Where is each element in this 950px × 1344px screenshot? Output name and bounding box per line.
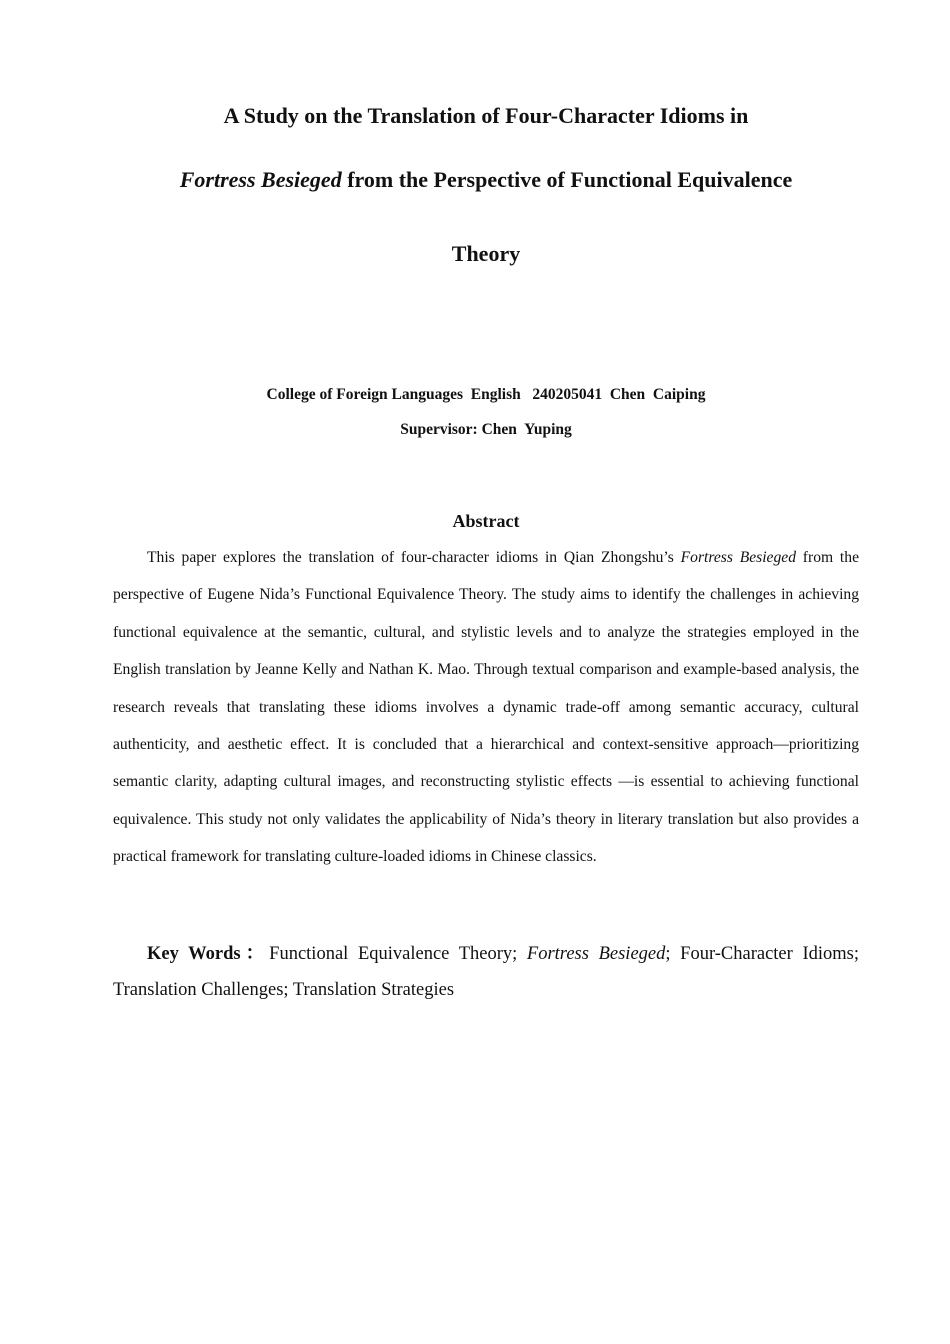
author-info	[100, 383, 872, 453]
title-line-1: A Study on the Translation of Four-Character Idioms in	[223, 103, 749, 128]
abstract-text-part-2: from the perspective of Eugene Nida’s Functional Equivalence Theory. The study aims to identify the challenges in achieving functional equivalence at the semantic, cultural, and stylistic levels and to analyze the strategies employed in the English translation by Jeanne Kelly and Nathan K. Mao. Through textual comparison and example-based analysis, the research reveals that translating these idioms involves a dynamic trade-off among semantic accuracy, cultural authenticity, and aesthetic effect. It is concluded that a hierarchical and context-sensitive approach—prioritizing semantic clarity, adapting cultural images, and reconstructing stylistic effects —is essential to achieving functional equivalence. This study not only validates the applicability of Nida’s theory in literary translation but also provides a practical framework for translating culture-loaded idioms in Chinese classics.	[113, 549, 859, 866]
keywords-label: Key Words：	[147, 944, 270, 964]
title-line-2	[100, 162, 872, 236]
keywords-paragraph	[113, 936, 859, 1008]
abstract-book-name: Fortress Besieged	[680, 549, 796, 566]
supervisor-line: Supervisor: Chen Yuping	[400, 421, 572, 438]
keyword-book-name: Fortress Besieged	[526, 944, 666, 964]
title-line-3: Theory	[451, 241, 521, 266]
paper-title	[100, 98, 872, 276]
abstract-heading: Abstract	[452, 511, 520, 531]
abstract-body	[113, 539, 859, 876]
title-book-name: Fortress Besieged	[179, 167, 342, 192]
author-affiliation-line: College of Foreign Languages English 240205041 Chen Caiping	[266, 386, 706, 403]
abstract-text-part-1: This paper explores the translation of four-character idioms in Qian Zhongshu’s	[147, 549, 681, 566]
keyword-rest: ; Four-Character Idioms; Translation Challenges; Translation Strategies	[113, 944, 859, 1000]
title-line-2-rest: from the Perspective of Functional Equivalence	[341, 167, 793, 192]
keyword-1: Functional Equivalence Theory;	[269, 944, 527, 964]
